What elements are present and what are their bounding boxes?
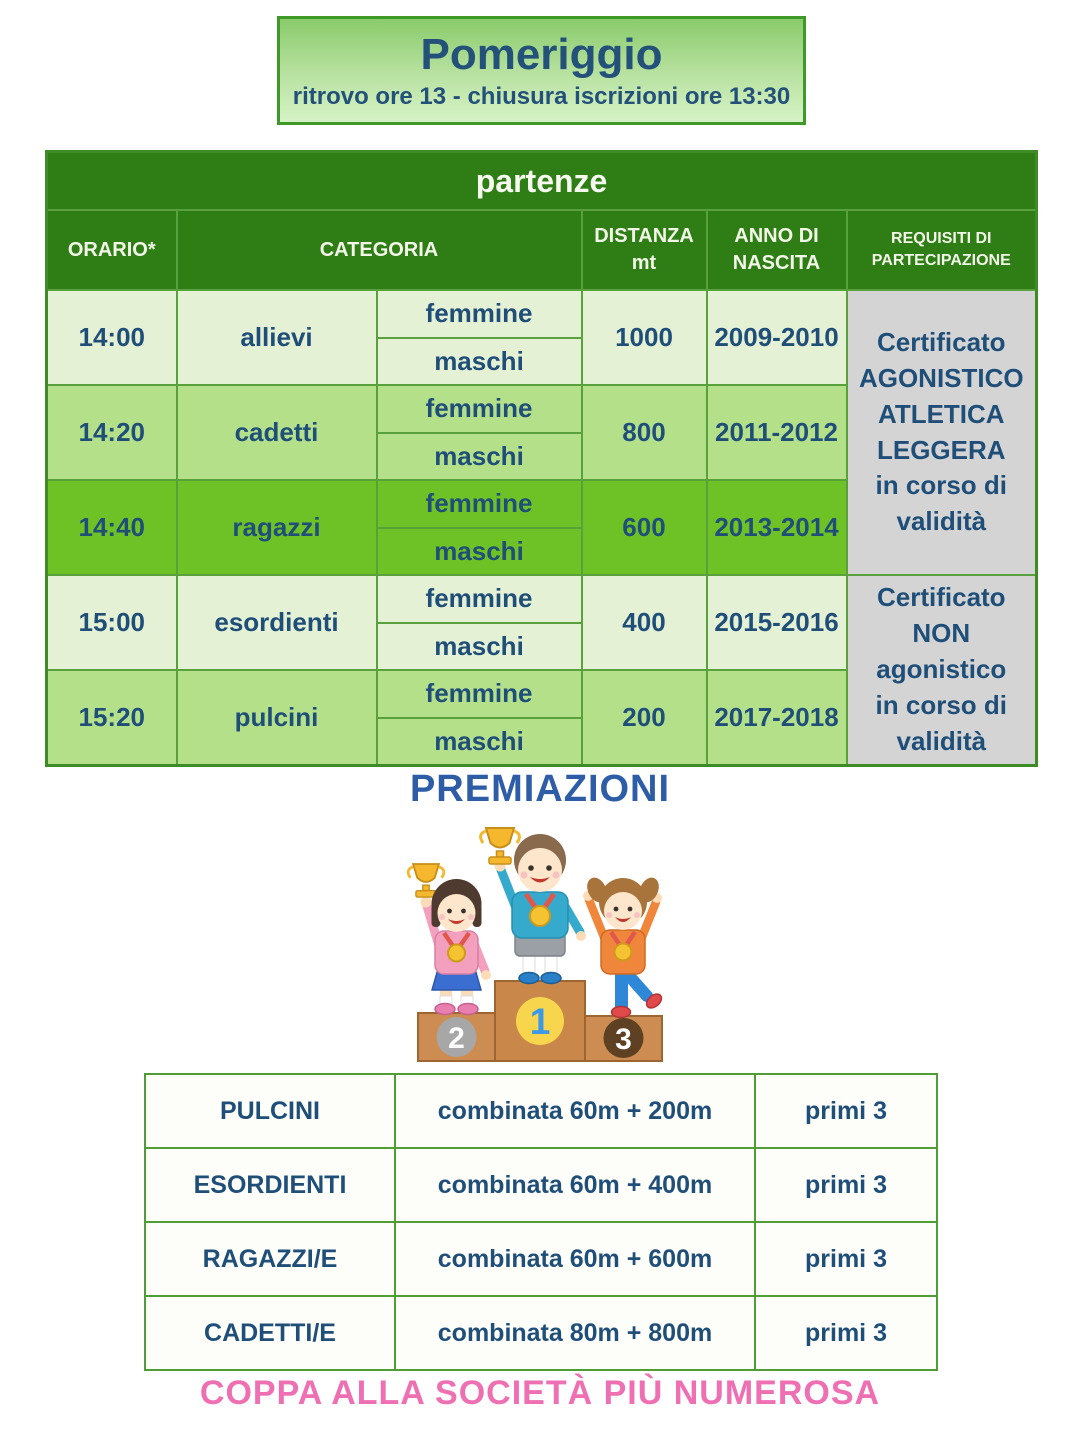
boy-first-place xyxy=(481,828,586,984)
categoria-cell: pulcini xyxy=(177,670,377,765)
distanza-cell: 400 xyxy=(582,575,707,670)
title-box xyxy=(277,16,806,125)
sesso-cell: femmine xyxy=(377,575,582,623)
sesso-cell: maschi xyxy=(377,718,582,766)
gara-cell: combinata 60m + 200m xyxy=(395,1074,755,1148)
partenze-band-title: partenze xyxy=(47,152,1037,211)
table-row xyxy=(145,1074,937,1148)
distanza-cell: 200 xyxy=(582,670,707,765)
requisiti-agonistico-cell: Certificato AGONISTICO ATLETICA LEGGERA in corso di validità xyxy=(847,290,1037,575)
coppa-footer-note: COPPA ALLA SOCIETÀ PIÙ NUMEROSA xyxy=(199,1374,881,1412)
podium-number-1: 1 xyxy=(529,1001,551,1042)
table-row xyxy=(145,1296,937,1370)
podium-number-2: 2 xyxy=(448,1022,465,1055)
premiazioni-table xyxy=(144,1073,938,1371)
categoria-cell: cadetti xyxy=(177,385,377,480)
categoria-cell: esordienti xyxy=(177,575,377,670)
anno-cell: 2013-2014 xyxy=(707,480,847,575)
anno-cell: 2009-2010 xyxy=(707,290,847,385)
distanza-cell: 600 xyxy=(582,480,707,575)
col-header-categoria: CATEGORIA xyxy=(177,210,582,290)
premio-cell: primi 3 xyxy=(755,1074,937,1148)
premio-cell: primi 3 xyxy=(755,1222,937,1296)
podium-number-3: 3 xyxy=(615,1023,632,1056)
col-header-orario: ORARIO* xyxy=(47,210,177,290)
table-row xyxy=(145,1148,937,1222)
categoria-cell: ESORDIENTI xyxy=(145,1148,395,1222)
col-header-anno: ANNO DI NASCITA xyxy=(707,210,847,290)
gara-cell: combinata 60m + 400m xyxy=(395,1148,755,1222)
sesso-cell: maschi xyxy=(377,338,582,386)
page-title: Pomeriggio xyxy=(420,30,663,80)
page-subtitle: ritrovo ore 13 - chiusura iscrizioni ore 13:30 xyxy=(292,82,791,110)
sesso-cell: femmine xyxy=(377,290,582,338)
sesso-cell: maschi xyxy=(377,623,582,671)
anno-cell: 2017-2018 xyxy=(707,670,847,765)
sesso-cell: femmine xyxy=(377,670,582,718)
col-header-distanza: DISTANZA mt xyxy=(582,210,707,290)
requisiti-non-agonistico-cell: Certificato NON agonistico in corso di validità xyxy=(847,575,1037,765)
girl-third-place xyxy=(583,874,664,1017)
categoria-cell: RAGAZZI/E xyxy=(145,1222,395,1296)
categoria-cell: CADETTI/E xyxy=(145,1296,395,1370)
gara-cell: combinata 60m + 600m xyxy=(395,1222,755,1296)
categoria-cell: allievi xyxy=(177,290,377,385)
anno-cell: 2011-2012 xyxy=(707,385,847,480)
col-header-requisiti: REQUISITI DI PARTECIPAZIONE xyxy=(847,210,1037,290)
orario-cell: 14:40 xyxy=(47,480,177,575)
categoria-cell: PULCINI xyxy=(145,1074,395,1148)
sesso-cell: maschi xyxy=(377,433,582,481)
gara-cell: combinata 80m + 800m xyxy=(395,1296,755,1370)
podium-kids-illustration xyxy=(388,820,692,1066)
orario-cell: 15:00 xyxy=(47,575,177,670)
girl-second-place xyxy=(408,864,491,1015)
premiazioni-title: PREMIAZIONI xyxy=(409,768,671,810)
table-row xyxy=(145,1222,937,1296)
distanza-cell: 1000 xyxy=(582,290,707,385)
partenze-table xyxy=(45,150,1038,767)
sesso-cell: femmine xyxy=(377,480,582,528)
distanza-cell: 800 xyxy=(582,385,707,480)
premio-cell: primi 3 xyxy=(755,1148,937,1222)
premio-cell: primi 3 xyxy=(755,1296,937,1370)
sesso-cell: maschi xyxy=(377,528,582,576)
categoria-cell: ragazzi xyxy=(177,480,377,575)
anno-cell: 2015-2016 xyxy=(707,575,847,670)
orario-cell: 14:20 xyxy=(47,385,177,480)
orario-cell: 14:00 xyxy=(47,290,177,385)
sesso-cell: femmine xyxy=(377,385,582,433)
orario-cell: 15:20 xyxy=(47,670,177,765)
